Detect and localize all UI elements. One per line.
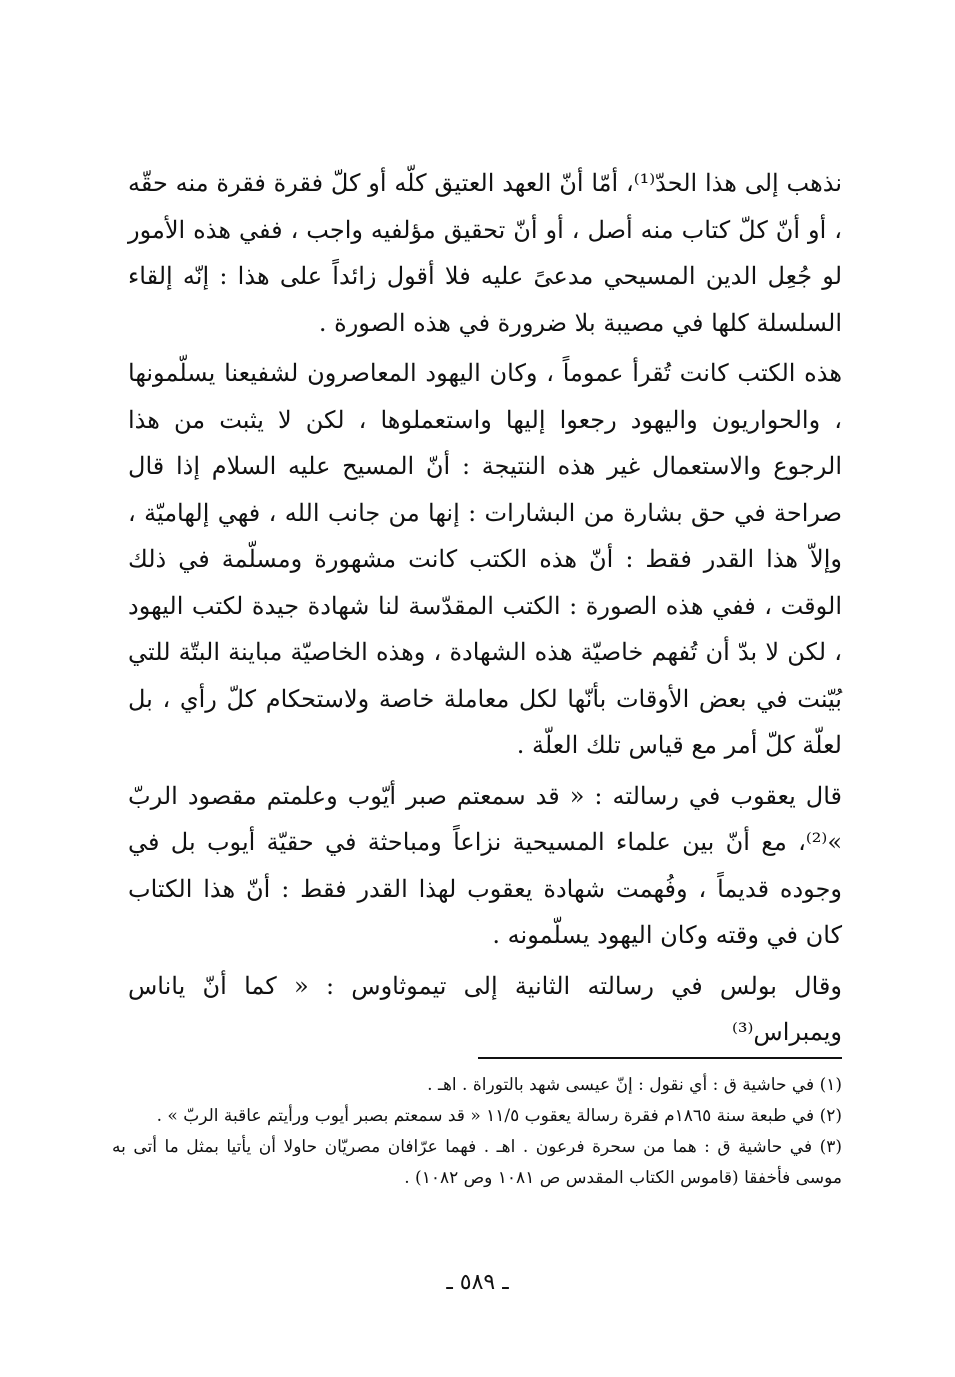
main-text <box>128 160 842 1056</box>
footnote-separator <box>478 1057 842 1059</box>
paragraph-3: قال يعقوب في رسالته : « قد سمعتم صبر أيّوب وعلمتم مقصود الربّ »⁽²⁾، مع أنّ بين علماء المسيحية نزاعاً ومباحثة في حقيّة أيوب بل في وجوده قديماً ، وفُهمت شهادة يعقوب لهذا القدر فقط : أنّ هذا الكتاب كان في وقته وكان اليهود يسلّمونه . <box>128 781 842 949</box>
footnote-3: (٣) في حاشية ق : هما من سحرة فرعون . اهـ . فهما عرّافان مصريّان حاولا أن يأتيا بمثل ما أتى به موسى فأخفقا (قاموس الكتاب المقدس ص ١٠٨١ وص ١٠٨٢) . <box>112 1137 842 1188</box>
paragraph-4: وقال بولس في رسالته الثانية إلى تيموثاوس : « كما أنّ ياناس ويمبراس⁽³⁾ <box>128 971 842 1046</box>
page-number: ـ ٥٨٩ ـ <box>446 1270 509 1295</box>
footnotes <box>112 1070 842 1194</box>
paragraph-1: نذهب إلى هذا الحدّ⁽¹⁾، أمّا أنّ العهد العتيق كلّه أو كلّ فقرة فقرة منه حقّه ، أو أنّ كلّ كتاب منه أصل ، أو أنّ تحقيق مؤلفيه واجب ، ففي هذه الأمور لو جُعِل الدين المسيحي مدعىً عليه فلا أقول زائداً على هذا : إنّه إلقاء السلسلة كلها في مصيبة بلا ضرورة في هذه الصورة . <box>128 169 843 337</box>
paragraph-2: هذه الكتب كانت تُقرأ عموماً ، وكان اليهود المعاصرون لشفيعنا يسلّمونها ، والحواريون واليهود رجعوا إليها واستعملوها ، لكن لا يثبت من هذا الرجوع والاستعمال غير هذه النتيجة : أنّ المسيح عليه السلام إذا قال صراحة في حق بشارة من البشارات : إنها من جانب الله ، فهي إلهاميّة ، وإلاّ هذا القدر فقط : أنّ هذه الكتب كانت مشهورة ومسلّمة في ذلك الوقت ، ففي هذه الصورة : الكتب المقدّسة لنا شهادة جيدة لكتب اليهود ، لكن لا بدّ أن تُفهم خاصيّة هذه الشهادة ، وهذه الخاصيّة مباينة البتّة للتي بُيّنت في بعض الأوقات بأنّها لكل معاملة خاصة ولاستحكام كلّ رأي ، بل لعلّة كلّ أمر مع قياس تلك العلّة . <box>128 359 842 759</box>
footnote-1: (١) في حاشية ق : أي نقول : إنّ عيسى شهد بالتوراة . اهـ . <box>427 1075 842 1095</box>
footnote-2: (٢) في طبعة سنة ١٨٦٥م فقرة رسالة يعقوب ١١/٥ « قد سمعتم بصبر أيوب ورأيتم عاقبة الربّ » . <box>156 1106 842 1126</box>
